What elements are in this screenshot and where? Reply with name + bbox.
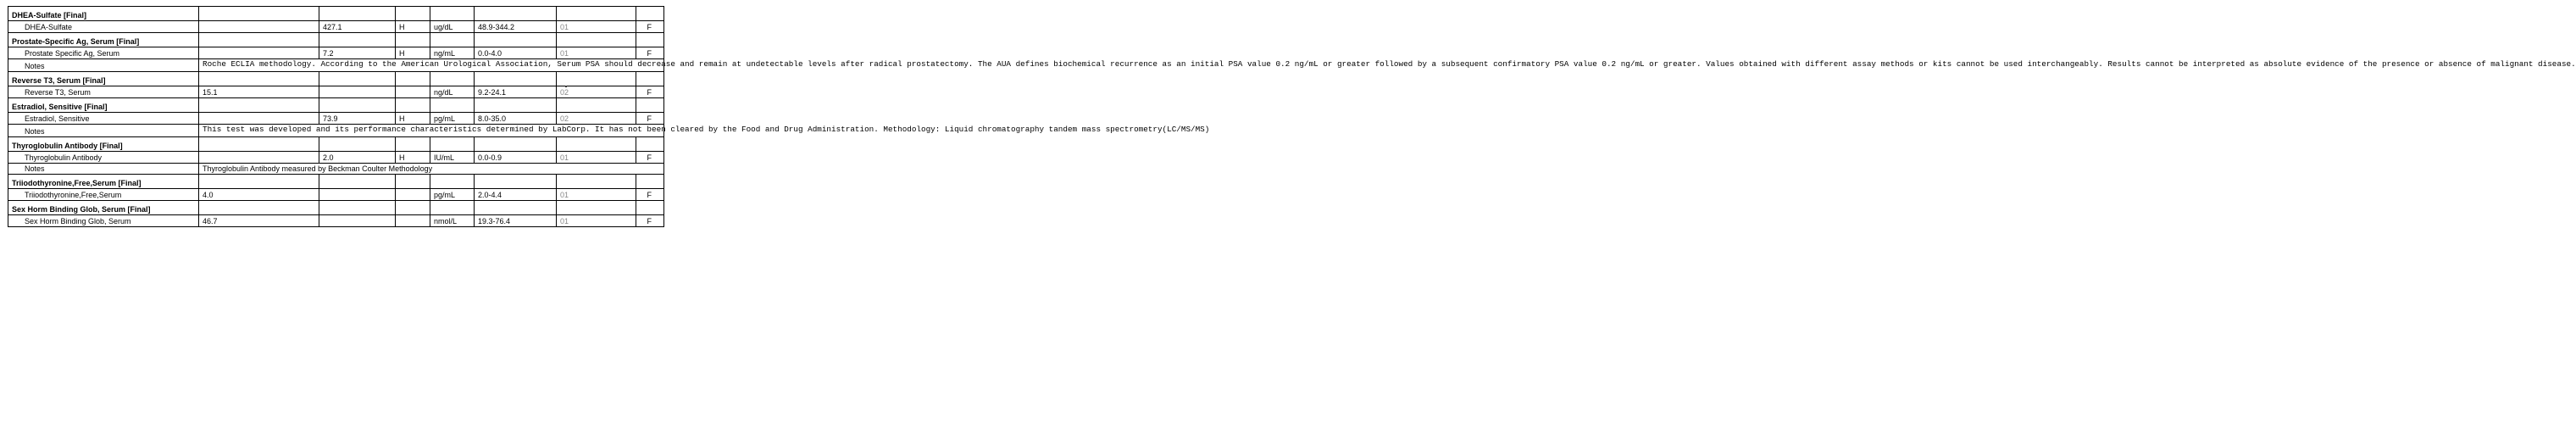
empty-cell	[396, 175, 430, 189]
status-cell: F	[636, 47, 664, 59]
empty-cell	[430, 72, 475, 86]
section-header-row	[8, 175, 664, 189]
units-cell: ug/dL	[430, 21, 475, 33]
result-row	[8, 215, 664, 227]
empty-cell	[430, 137, 475, 152]
section-header-row	[8, 72, 664, 86]
lab-code-cell: 01	[557, 215, 636, 227]
reference-range-cell: 0.0-0.9	[475, 152, 557, 164]
reference-range-cell: 9.2-24.1	[475, 86, 557, 98]
numeric-result-cell: 46.7	[199, 215, 319, 227]
notes-text: Thyroglobulin Antibody measured by Beckman Coulter Methodology	[199, 164, 664, 175]
section-title: Sex Horm Binding Glob, Serum [Final]	[8, 201, 199, 215]
empty-cell	[319, 33, 396, 47]
empty-cell	[396, 137, 430, 152]
stray-dot	[565, 86, 567, 87]
reference-range-cell: 19.3-76.4	[475, 215, 557, 227]
section-header-row	[8, 98, 664, 113]
empty-cell	[430, 175, 475, 189]
result-row	[8, 86, 664, 98]
test-name-cell: Estradiol, Sensitive	[8, 113, 199, 125]
units-cell: ng/dL	[430, 86, 475, 98]
result-value-cell: 73.9	[319, 113, 396, 125]
empty-cell	[636, 72, 664, 86]
numeric-result-cell	[199, 21, 319, 33]
flag-cell: H	[396, 152, 430, 164]
units-cell: pg/mL	[430, 189, 475, 201]
empty-cell	[557, 201, 636, 215]
empty-cell	[199, 33, 319, 47]
notes-label: Notes	[8, 164, 199, 175]
section-header-row	[8, 7, 664, 21]
empty-cell	[199, 72, 319, 86]
units-cell: nmol/L	[430, 215, 475, 227]
lab-code-cell: 02	[557, 113, 636, 125]
flag-cell	[396, 189, 430, 201]
lab-code-cell: 01	[557, 21, 636, 33]
section-title: Triiodothyronine,Free,Serum [Final]	[8, 175, 199, 189]
empty-cell	[319, 201, 396, 215]
reference-range-cell: 8.0-35.0	[475, 113, 557, 125]
numeric-result-cell: 15.1	[199, 86, 319, 98]
numeric-result-cell	[199, 113, 319, 125]
flag-cell: H	[396, 21, 430, 33]
status-cell: F	[636, 189, 664, 201]
test-name-cell: Sex Horm Binding Glob, Serum	[8, 215, 199, 227]
section-title: Prostate-Specific Ag, Serum [Final]	[8, 33, 199, 47]
empty-cell	[557, 72, 636, 86]
test-name-cell: Triiodothyronine,Free,Serum	[8, 189, 199, 201]
result-row	[8, 152, 664, 164]
test-name-cell: Reverse T3, Serum	[8, 86, 199, 98]
numeric-result-cell	[199, 152, 319, 164]
test-name-cell: Prostate Specific Ag, Serum	[8, 47, 199, 59]
empty-cell	[396, 33, 430, 47]
empty-cell	[430, 7, 475, 21]
empty-cell	[430, 33, 475, 47]
lab-results-table	[8, 6, 2576, 227]
status-cell: F	[636, 215, 664, 227]
empty-cell	[319, 175, 396, 189]
empty-cell	[636, 98, 664, 113]
notes-label: Notes	[8, 125, 199, 137]
test-name-cell: DHEA-Sulfate	[8, 21, 199, 33]
lab-code-cell: 02	[557, 86, 636, 98]
empty-cell	[475, 201, 557, 215]
section-header-row	[8, 33, 664, 47]
empty-cell	[475, 33, 557, 47]
status-cell: F	[636, 21, 664, 33]
test-name-cell: Thyroglobulin Antibody	[8, 152, 199, 164]
empty-cell	[199, 98, 319, 113]
status-cell: F	[636, 86, 664, 98]
empty-cell	[475, 7, 557, 21]
section-title: DHEA-Sulfate [Final]	[8, 7, 199, 21]
result-value-cell	[319, 215, 396, 227]
flag-cell	[396, 86, 430, 98]
empty-cell	[636, 33, 664, 47]
empty-cell	[430, 98, 475, 113]
flag-cell: H	[396, 47, 430, 59]
notes-row	[8, 164, 664, 175]
empty-cell	[319, 137, 396, 152]
empty-cell	[396, 98, 430, 113]
result-value-cell: 427.1	[319, 21, 396, 33]
status-cell: F	[636, 152, 664, 164]
result-value-cell	[319, 189, 396, 201]
notes-text: This test was developed and its performance characteristics determined by LabCorp. It has not been cleared by the Food and Drug Administration. Methodology: Liquid chromatography tandem mass spectrometry(LC/MS/MS)	[199, 125, 664, 137]
result-value-cell	[319, 86, 396, 98]
empty-cell	[199, 175, 319, 189]
empty-cell	[557, 175, 636, 189]
lab-code-cell: 01	[557, 47, 636, 59]
section-title: Estradiol, Sensitive [Final]	[8, 98, 199, 113]
empty-cell	[475, 137, 557, 152]
empty-cell	[557, 98, 636, 113]
section-title: Reverse T3, Serum [Final]	[8, 72, 199, 86]
units-cell: IU/mL	[430, 152, 475, 164]
result-row	[8, 113, 664, 125]
empty-cell	[199, 201, 319, 215]
empty-cell	[319, 72, 396, 86]
lab-code-cell: 01	[557, 189, 636, 201]
empty-cell	[475, 98, 557, 113]
empty-cell	[396, 201, 430, 215]
flag-cell: H	[396, 113, 430, 125]
result-value-cell: 7.2	[319, 47, 396, 59]
reference-range-cell: 2.0-4.4	[475, 189, 557, 201]
numeric-result-cell	[199, 47, 319, 59]
empty-cell	[636, 201, 664, 215]
result-row	[8, 189, 664, 201]
empty-cell	[557, 7, 636, 21]
section-header-row	[8, 137, 664, 152]
numeric-result-cell: 4.0	[199, 189, 319, 201]
flag-cell	[396, 215, 430, 227]
empty-cell	[319, 98, 396, 113]
empty-cell	[475, 72, 557, 86]
reference-range-cell: 48.9-344.2	[475, 21, 557, 33]
result-row	[8, 47, 664, 59]
empty-cell	[319, 7, 396, 21]
empty-cell	[475, 175, 557, 189]
status-cell: F	[636, 113, 664, 125]
result-value-cell: 2.0	[319, 152, 396, 164]
empty-cell	[636, 137, 664, 152]
empty-cell	[557, 33, 636, 47]
notes-row	[8, 59, 664, 72]
empty-cell	[557, 137, 636, 152]
empty-cell	[430, 201, 475, 215]
notes-text: Roche ECLIA methodology. According to the American Urological Association, Serum PSA should decrease and remain at undetectable levels after radical prostatectomy. The AUA defines biochemical recurrence as an initial PSA value 0.2 ng/mL or greater followed by a subsequent confirmatory PSA value 0.2 ng/mL or greater. Values obtained with different assay methods or kits cannot be used interchangeably. Results cannot be interpreted as absolute evidence of the presence or absence of malignant disease.	[199, 59, 664, 72]
empty-cell	[199, 137, 319, 152]
empty-cell	[636, 175, 664, 189]
units-cell: ng/mL	[430, 47, 475, 59]
empty-cell	[199, 7, 319, 21]
empty-cell	[636, 7, 664, 21]
empty-cell	[396, 72, 430, 86]
section-header-row	[8, 201, 664, 215]
units-cell: pg/mL	[430, 113, 475, 125]
reference-range-cell: 0.0-4.0	[475, 47, 557, 59]
result-row	[8, 21, 664, 33]
notes-row	[8, 125, 664, 137]
notes-label: Notes	[8, 59, 199, 72]
empty-cell	[396, 7, 430, 21]
section-title: Thyroglobulin Antibody [Final]	[8, 137, 199, 152]
lab-code-cell: 01	[557, 152, 636, 164]
